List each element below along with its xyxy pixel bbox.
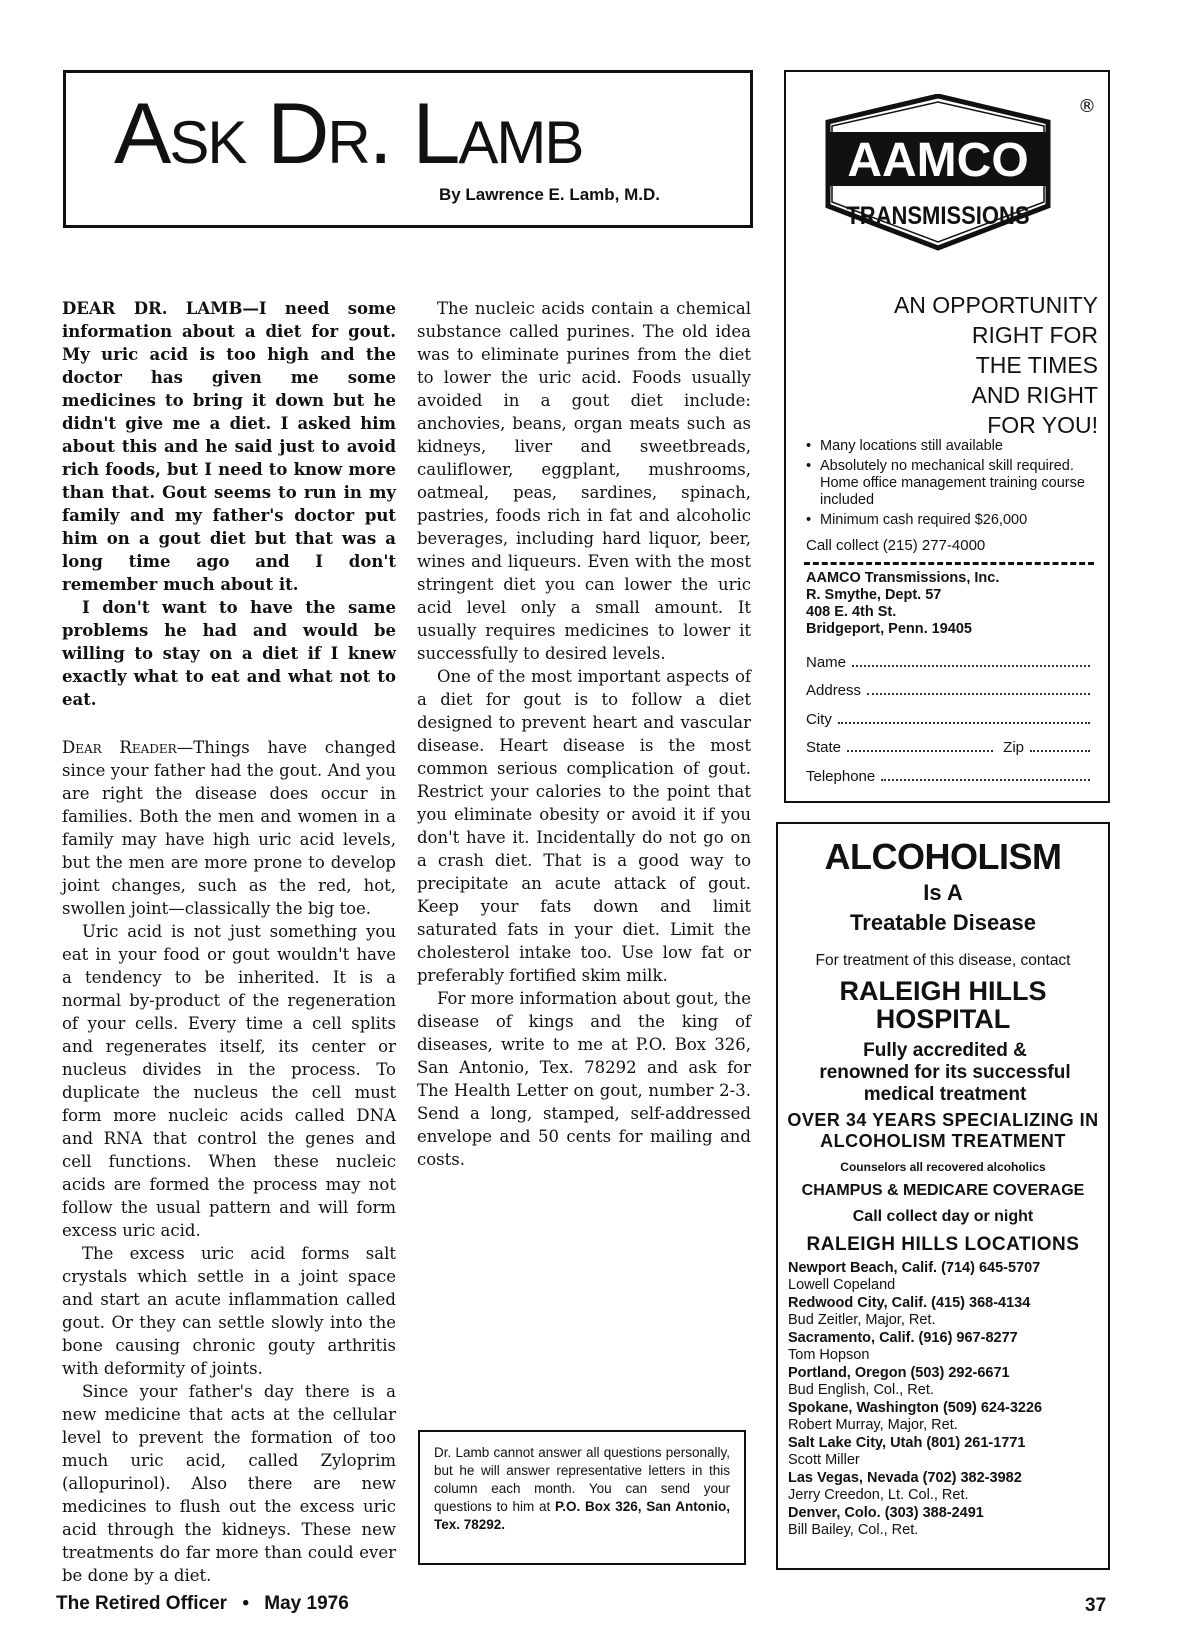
footer-separator: •	[242, 1593, 249, 1614]
coupon-cut-line	[804, 562, 1094, 565]
hospital-name: RALEIGH HILLS	[839, 976, 1047, 1006]
answer-salutation: Dear Reader	[62, 738, 177, 757]
ad-subtitle-2: Treatable Disease	[850, 910, 1036, 935]
aamco-phone: Call collect (215) 277-4000	[806, 537, 986, 554]
answer-paragraph	[62, 736, 396, 920]
headline-line: AN OPPORTUNITY	[893, 292, 1098, 318]
raleigh-hills-advertisement	[776, 822, 1110, 1570]
answer-paragraph: Uric acid is not just something you eat in your food or gout wouldn't have a tendency to be inherited. It is a normal by-product of the regeneration of your cells. Every time a cell splits and regenerates itself, its center or nucleus divides in the process. To duplicate the nucleus the cell must form more nucleic acids called DNA and RNA that control the genes and cell functions. When these nucleic acids are formed the process may not follow the usual pattern and will form excess uric acid.	[62, 922, 396, 1240]
answer-paragraph: One of the most important aspects of a diet for gout is to follow a diet designed to prevent heart and vascular disease. Heart disease is the most common serious complication of gout. Restrict your calories to the point that you eliminate obesity or avoid it if you don't have it. Incidentally do not go on a crash diet. That is a good way to precipitate an acute attack of gout. Keep your fats down and limit saturated fats in your diet. Limit the cholesterol intake too. Use low fat or preferably fortified skim milk.	[417, 667, 751, 985]
locations-list	[788, 1260, 1108, 1540]
bullet-icon: •	[806, 512, 812, 528]
publication-footer	[56, 1593, 349, 1615]
aamco-logo-sub: TRANSMISSIONS	[846, 201, 1030, 230]
ad-title: ALCOHOLISM	[824, 836, 1062, 877]
article-column-1	[62, 297, 396, 1587]
answer-text: —Things have changed since your father had the gout. And you are right the disease does occur in families. Both the men and women in a family may have high uric acid levels, but the men are more prone to develop joint changes, such as the red, hot, swollen joint—classically the big toe.	[62, 738, 397, 918]
article-column-2	[417, 297, 751, 1171]
registered-mark: ®	[1078, 96, 1096, 117]
headline-line: AND RIGHT	[971, 382, 1098, 408]
byline: By Lawrence E. Lamb, M.D.	[438, 185, 660, 204]
location-item: Redwood City, Calif. (415) 368-4134 Bud Zeitler, Major, Ret.	[788, 1295, 1031, 1328]
aamco-headline	[798, 290, 1098, 440]
editor-note-box	[418, 1430, 746, 1565]
coupon-telephone-field[interactable]: Telephone	[806, 768, 1090, 785]
headline-line: RIGHT FOR	[971, 322, 1098, 348]
location-item: Denver, Colo. (303) 388-2491 Bill Bailey, Col., Ret.	[788, 1505, 984, 1538]
bullet-icon: •	[806, 458, 812, 474]
aamco-mailing-address: AAMCO Transmissions, Inc. R. Smythe, Dept. 57 408 E. 4th St. Bridgeport, Penn. 19405	[806, 570, 1000, 637]
answer-paragraph: The nucleic acids contain a chemical substance called purines. The old idea was to eliminate purines from the diet to lower the uric acid. Foods usually avoided in a gout diet include: anchovies, beans, organ meats such as kidneys, liver and sweetbreads, cauliflower, eggplant, mushrooms, oatmeal, peas, sardines, spinach, pastries, foods rich in fat and alcoholic beverages, including hard liquor, beer, wines and liqueurs. Even with the most stringent diet you can lower the uric acid level only a small amount. It usually requires medicines to lower it successfully to desired levels.	[417, 299, 751, 663]
locations-title: RALEIGH HILLS LOCATIONS	[806, 1234, 1080, 1255]
answer-paragraph: Since your father's day there is a new medicine that acts at the cellular level to prevent the formation of too much uric acid, called Zyloprim (allopurinol). Also there are new medicines to flush out the excess uric acid through the kidneys. These new treatments do far more than could ever be done by a diet.	[62, 1382, 396, 1585]
answer-paragraph: For more information about gout, the disease of kings and the king of diseases, write to me at P.O. Box 326, San Antonio, Tex. 78292 and ask for The Health Letter on gout, number 2-3. Send a long, stamped, self-addressed envelope and 50 cents for mailing and costs.	[417, 989, 751, 1169]
coupon-address-field[interactable]: Address	[806, 682, 1090, 699]
column-title: Ask Dr. Lamb	[114, 86, 583, 182]
ad-contact-line: For treatment of this disease, contact	[815, 952, 1071, 969]
bullet-icon: •	[806, 438, 812, 454]
bullet-item: • Minimum cash required $26,000	[806, 512, 1028, 528]
coupon-name-field[interactable]: Name	[806, 654, 1090, 671]
bullet-item: • Many locations still available	[806, 438, 1003, 454]
location-item: Sacramento, Calif. (916) 967-8277 Tom Hopson	[788, 1330, 1018, 1363]
coverage-text: CHAMPUS & MEDICARE COVERAGE	[801, 1182, 1085, 1199]
coupon-city-field[interactable]: City	[806, 711, 1090, 728]
aamco-bullet-list	[806, 438, 1096, 532]
accreditation-text: Fully accredited & renowned for its successful medical treatment	[819, 1040, 1071, 1105]
publication-date: May 1976	[264, 1593, 349, 1614]
reader-question-continued: I don't want to have the same problems he had and would be willing to stay on a diet if I knew exactly what to eat and what not to eat.	[62, 598, 396, 709]
headline-line: THE TIMES	[975, 352, 1098, 378]
experience-text: OVER 34 YEARS SPECIALIZING IN ALCOHOLISM TREATMENT	[787, 1110, 1099, 1151]
counselors-text: Counselors all recovered alcoholics	[840, 1160, 1046, 1174]
editor-note-address: P.O. Box 326, San Antonio, Tex. 78292.	[434, 1499, 730, 1532]
location-item: Portland, Oregon (503) 292-6671 Bud English, Col., Ret.	[788, 1365, 1010, 1398]
publication-name: The Retired Officer	[56, 1593, 228, 1614]
column-header-box	[63, 70, 753, 228]
aamco-logo-icon	[820, 94, 1056, 252]
answer-paragraph: The excess uric acid forms salt crystals which settle in a joint space and start an acute inflammation called gout. Or they can settle slowly into the bone causing chronic gouty arthritis with deformity of joints.	[62, 1244, 396, 1378]
aamco-logo-text: AAMCO	[847, 134, 1029, 187]
call-text: Call collect day or night	[852, 1208, 1034, 1225]
location-item: Las Vegas, Nevada (702) 382-3982 Jerry Creedon, Lt. Col., Ret.	[788, 1470, 1022, 1503]
ad-subtitle: Is A	[923, 880, 963, 905]
location-item: Salt Lake City, Utah (801) 261-1771 Scott Miller	[788, 1435, 1026, 1468]
headline-line: FOR YOU!	[987, 412, 1098, 438]
editor-note-text: Dr. Lamb cannot answer all questions personally, but he will answer representative letters in this column each month. You can send your questions to him at	[434, 1445, 730, 1514]
page-number: 37	[1085, 1595, 1107, 1616]
coupon-state-zip-field[interactable]: State Zip	[806, 739, 1090, 756]
hospital-name-2: HOSPITAL	[875, 1004, 1011, 1034]
location-item: Spokane, Washington (509) 624-3226 Robert Murray, Major, Ret.	[788, 1400, 1043, 1433]
reader-question: DEAR DR. LAMB—I need some information about a diet for gout. My uric acid is too high and the doctor has given me some medicines to bring it down but he didn't give me a diet. I asked him about this and he said just to avoid rich foods, but I need to know more than that. Gout seems to run in my family and my father's doctor put him on a gout diet but that was a long time ago and I don't remember much about it.	[62, 299, 396, 594]
bullet-item: • Absolutely no mechanical skill required. Home office management training course included	[806, 458, 1085, 508]
aamco-advertisement	[784, 70, 1110, 803]
location-item: Newport Beach, Calif. (714) 645-5707 Lowell Copeland	[788, 1260, 1041, 1293]
